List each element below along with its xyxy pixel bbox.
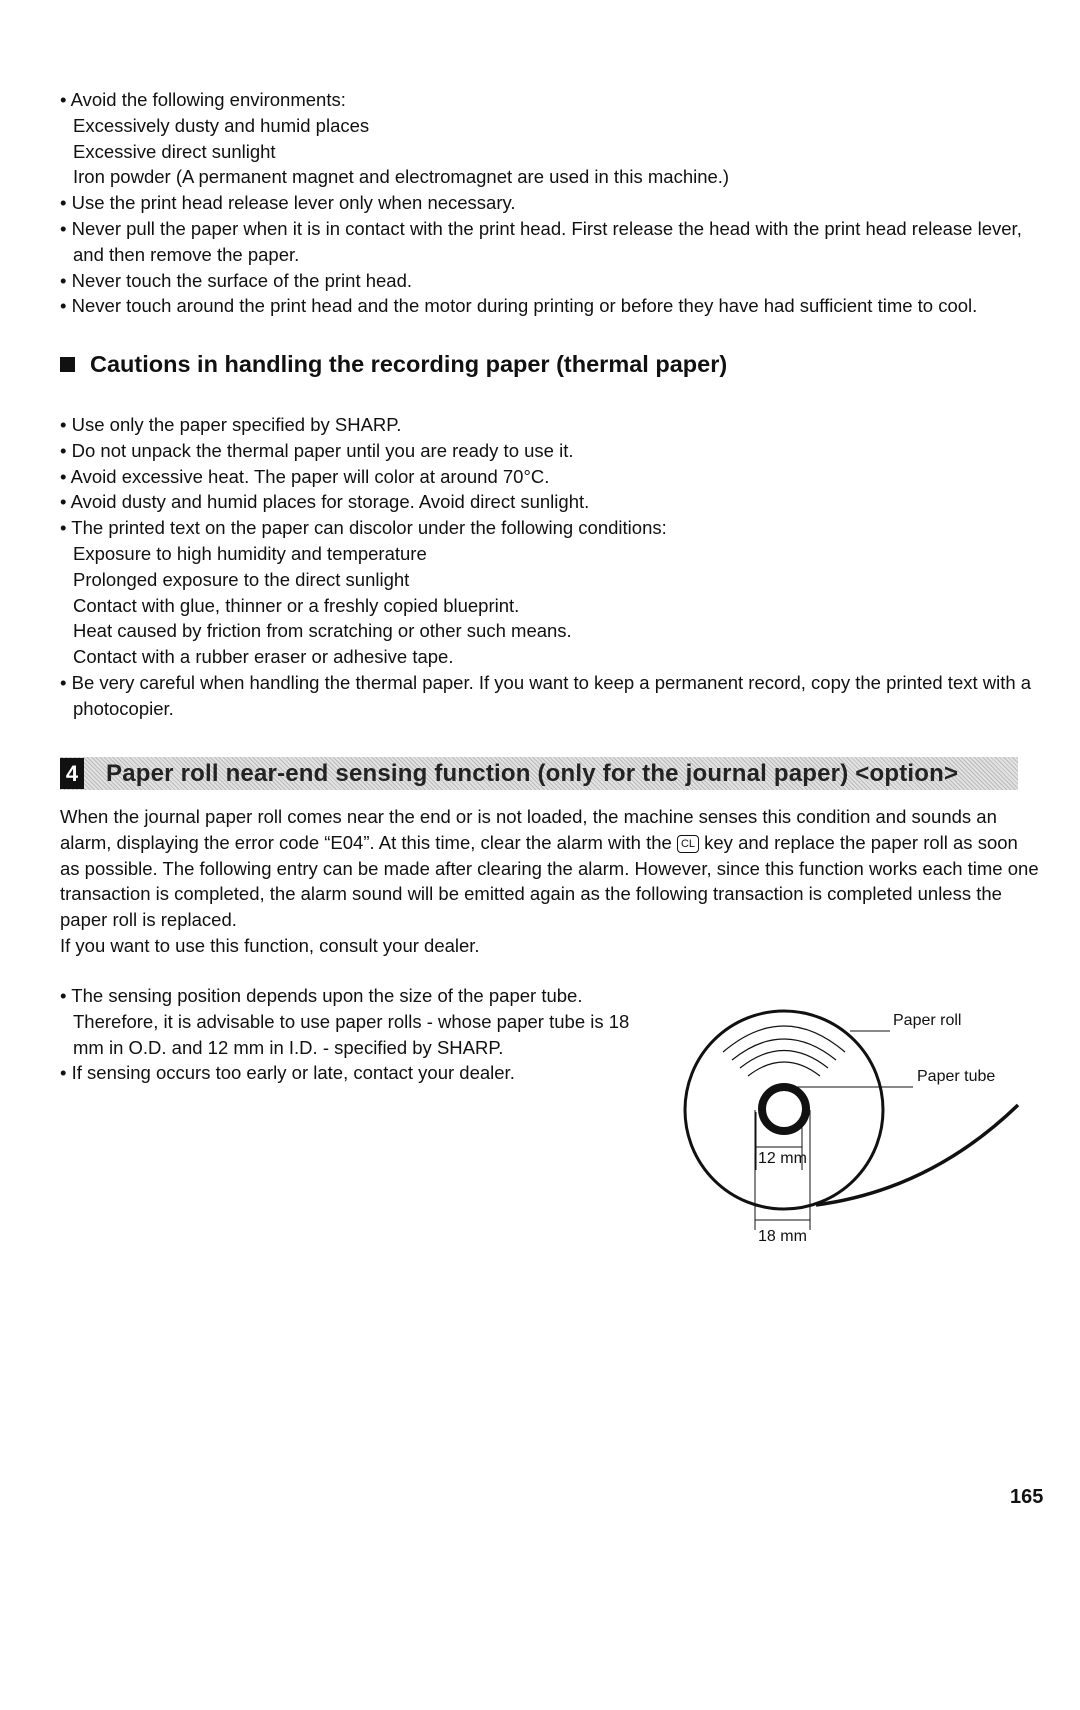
condition: Exposure to high humidity and temperature: [73, 542, 427, 564]
inner-diameter-label: 12 mm: [758, 1150, 807, 1167]
bullet: • The sensing position depends upon the size of the paper tube. Therefore, it is advisable to use paper rolls - whose paper tube is 18 mm in O.D. and 12 mm in I.D. - specified by SHARP.: [60, 985, 630, 1058]
env-item: Excessive direct sunlight: [73, 140, 276, 162]
env-item: Iron powder (A permanent magnet and electromagnet are used in this machine.): [73, 166, 730, 188]
bullet: • Never pull the paper when it is in contact with the print head. First release the head with the print head release lever, and then remove the paper.: [60, 217, 1022, 265]
condition: Heat caused by friction from scratching or other such means.: [73, 620, 572, 642]
paper-tube-label: Paper tube: [917, 1068, 996, 1085]
section-number: 4: [60, 758, 84, 789]
bullet: • The printed text on the paper can discolor under the following conditions:: [60, 517, 667, 539]
bullet: • Use the print head release lever only when necessary.: [60, 192, 516, 214]
heading-text: Cautions in handling the recording paper (thermal paper): [90, 351, 728, 377]
bullet: • Be very careful when handling the thermal paper. If you want to keep a permanent record, copy the printed text with a photocopier.: [60, 671, 1032, 719]
outer-diameter-label: 18 mm: [758, 1228, 807, 1245]
bullet: • Avoid dusty and humid places for storage. Avoid direct sunlight.: [60, 491, 590, 513]
section-title: Paper roll near-end sensing function (only for the journal paper) <option>: [106, 759, 959, 787]
page-number: 165: [1010, 1486, 1044, 1508]
paper-roll-label: Paper roll: [893, 1012, 962, 1029]
bullet: • Never touch the surface of the print head.: [60, 269, 413, 291]
bullet: • Do not unpack the thermal paper until you are ready to use it.: [60, 439, 574, 461]
cl-key-icon: CL: [677, 835, 699, 853]
paragraph: If you want to use this function, consult your dealer.: [60, 934, 480, 956]
condition: Contact with glue, thinner or a freshly copied blueprint.: [73, 594, 520, 616]
bullet: • Never touch around the print head and the motor during printing or before they have had sufficient time to cool.: [60, 295, 978, 317]
bullet: • If sensing occurs too early or late, contact your dealer.: [60, 1062, 515, 1084]
paragraph: When the journal paper roll comes near the end or is not loaded, the machine senses this condition and sounds an alarm, displaying the error code “E04”. At this time, clear the alarm with the CL key and replace the paper roll as soon as possible. The following entry can be made after clearing the alarm. However, since this function works each time one transaction is completed, the alarm sound will be emitted again as the following transaction is completed unless the paper roll is replaced.: [60, 806, 1039, 931]
condition: Prolonged exposure to the direct sunlight: [73, 568, 410, 590]
condition: Contact with a rubber eraser or adhesive tape.: [73, 646, 454, 668]
bullet: • Avoid excessive heat. The paper will color at around 70°C.: [60, 465, 550, 487]
env-item: Excessively dusty and humid places: [73, 114, 370, 136]
bullet: • Avoid the following environments:: [60, 89, 346, 110]
bullet: • Use only the paper specified by SHARP.: [60, 414, 402, 435]
